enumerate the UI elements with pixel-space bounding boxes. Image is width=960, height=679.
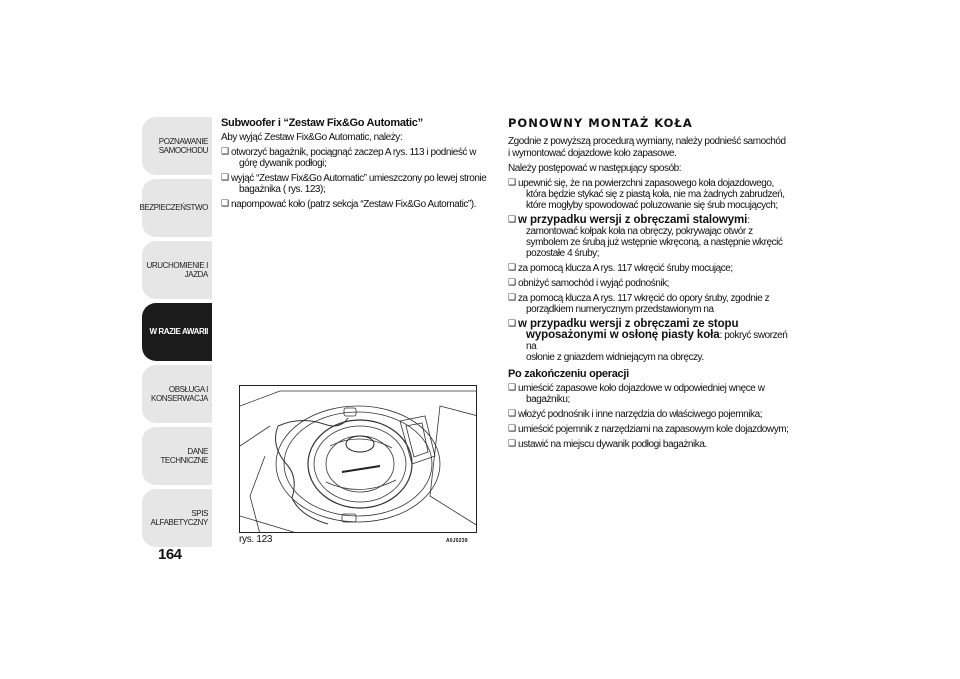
intro-text: Aby wyjąć Zestaw Fix&Go Automatic, należy: — [221, 132, 403, 143]
left-column — [221, 116, 489, 214]
list-item — [508, 439, 798, 450]
tab-label: OBSŁUGA I KONSERWACJA — [151, 384, 208, 403]
section-title: PONOWNY MONTAŻ KOŁA — [508, 116, 693, 130]
list-item-text: umieścić pojemnik z narzędziami na zapasowym kole dojazdowym; — [518, 424, 789, 435]
list-item-text: za pomocą klucza A rys. 117 wkręcić śruby mocujące; — [518, 263, 733, 274]
tab-w-razie-awarii[interactable] — [142, 303, 212, 361]
list-item-text: : pokryć sworzeń na — [526, 330, 788, 352]
section-subheading: Subwoofer i “Zestaw Fix&Go Automatic” — [221, 117, 423, 129]
figure-caption: rys. 123 — [239, 534, 273, 545]
list-item-text: wyjąć “Zestaw Fix&Go Automatic” umieszczony po lewej stronie — [231, 173, 487, 184]
list-item — [508, 278, 798, 289]
tab-label: BEZPIECZEŃSTWO — [139, 203, 208, 213]
list-item-continuation: osłonie z gniazdem widniejącym na obręczy. — [526, 352, 704, 363]
list-item-continuation: porządkiem numerycznym przedstawionym na — [526, 304, 714, 315]
tab-label: POZNAWANIE SAMOCHODU — [158, 136, 208, 155]
list-item-continuation: bagażnika ( rys. 123); — [239, 184, 326, 195]
list-item-continuation: symbolem ze śrubą już wstępnie wkręconą, a następnie wkręcić — [526, 237, 783, 248]
tab-label: W RAZIE AWARII — [149, 327, 208, 337]
list-item — [508, 409, 798, 420]
list-item-text: otworzyć bagażnik, pociągnąć zaczep A rys. 113 i podnieść w — [231, 147, 477, 158]
tab-dane-techniczne[interactable] — [142, 427, 212, 485]
page-number: 164 — [158, 546, 182, 563]
intro-line: i wymontować dojazdowe koło zapasowe. — [508, 148, 677, 159]
list-item — [508, 424, 798, 435]
list-item-text: umieścić zapasowe koło dojazdowe w odpowiedniej wnęce w — [518, 383, 765, 394]
list-item-text: obniżyć samochód i wyjąć podnośnik; — [518, 278, 670, 289]
intro-text: Należy postępować w następujący sposób: — [508, 163, 682, 174]
figure-spare-wheel — [239, 385, 477, 533]
list-item-continuation: górę dywanik podłogi; — [239, 158, 327, 169]
list-item-text: napompować koło (patrz sekcja “Zestaw Fix&Go Automatic”). — [231, 199, 477, 210]
list-item — [221, 147, 489, 169]
list-item-continuation: która będzie stykać się z piastą koła, nie ma żadnych zabrudzeń, — [526, 189, 785, 200]
tab-poznawanie-samochodu[interactable] — [142, 117, 212, 175]
list-item — [508, 263, 798, 274]
tab-label: URUCHOMIENIE I JAZDA — [146, 260, 208, 279]
intro-line: Zgodnie z powyższą procedurą wymiany, należy podnieść samochód — [508, 136, 786, 147]
right-column — [508, 116, 798, 454]
list-item-bold: w przypadku wersji z obręczami stalowymi — [518, 214, 748, 226]
tab-label: SPIS ALFABETYCZNY — [150, 508, 208, 527]
list-item-bold: wyposażonymi w osłonę piasty koła — [526, 329, 720, 341]
section-subheading: Po zakończeniu operacji — [508, 368, 629, 380]
list-item-text: za pomocą klucza A rys. 117 wkręcić do opory śruby, zgodnie z — [518, 293, 770, 304]
spare-wheel-subwoofer-illustration-icon — [240, 386, 477, 533]
list-item-bold: w przypadku wersji z obręczami ze stopu — [518, 318, 739, 330]
list-item — [221, 199, 489, 210]
list-item — [508, 178, 798, 211]
list-item-continuation: które mogłyby spowodować poluzowanie się śrub mocujących; — [526, 200, 778, 211]
list-item-continuation: pozostałe 4 śruby; — [526, 248, 600, 259]
tab-label: DANE TECHNICZNE — [160, 446, 208, 465]
list-item — [508, 319, 798, 363]
tab-obsluga-i-konserwacja[interactable] — [142, 365, 212, 423]
list-item — [508, 293, 798, 315]
list-item-text: : — [747, 215, 750, 226]
list-item — [508, 215, 798, 259]
list-item — [221, 173, 489, 195]
list-item-text: upewnić się, że na powierzchni zapasowego koła dojazdowego, — [518, 178, 774, 189]
tab-spis-alfabetyczny[interactable] — [142, 489, 212, 547]
list-item-continuation: bagażniku; — [526, 394, 570, 405]
tab-uruchomienie-i-jazda[interactable] — [142, 241, 212, 299]
figure-code: A0J0239 — [446, 538, 468, 544]
list-item-text: włożyć podnośnik i inne narzędzia do właściwego pojemnika; — [518, 409, 763, 420]
list-item-text: ustawić na miejscu dywanik podłogi bagażnika. — [518, 439, 707, 450]
list-item-continuation: zamontować kołpak koła na obręczy, pokrywając otwór z — [526, 226, 753, 237]
list-item — [508, 383, 798, 405]
tab-bezpieczenstwo[interactable] — [139, 179, 212, 237]
intro-text — [508, 136, 798, 160]
